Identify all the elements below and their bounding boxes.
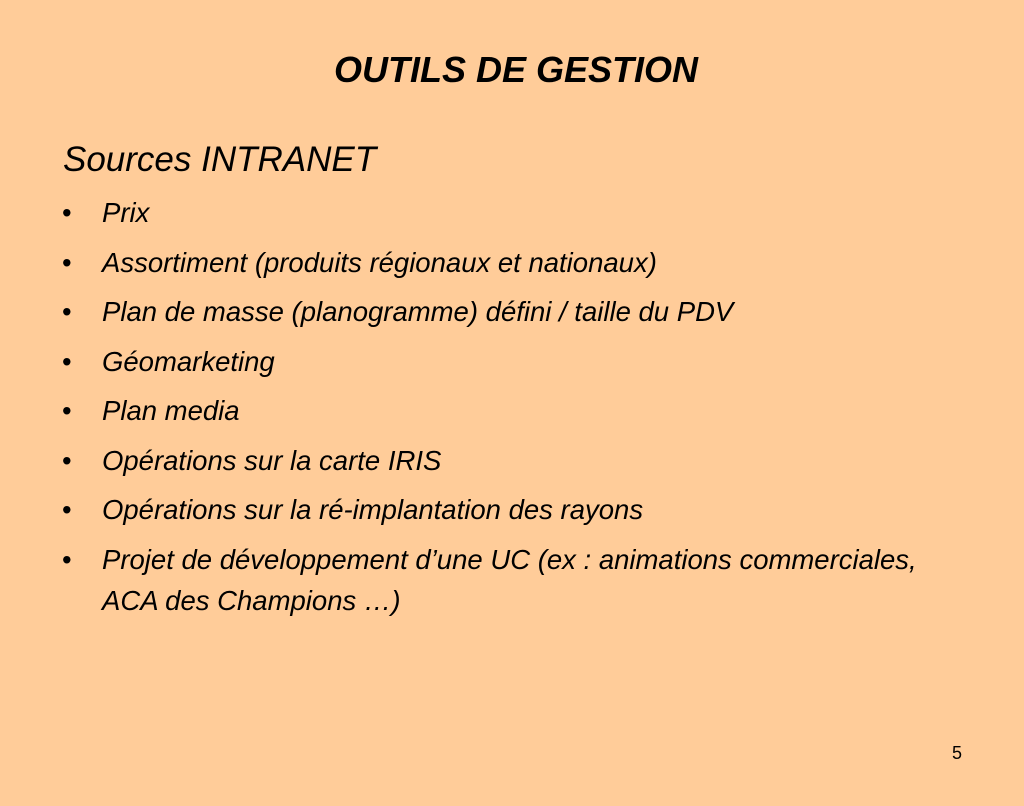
bullet-list: [62, 192, 922, 629]
slide-title: OUTILS DE GESTION: [333, 49, 699, 90]
bullet-text: Prix: [102, 197, 150, 228]
bullet-text: Opérations sur la carte IRIS: [102, 444, 442, 476]
bullet-item: [62, 489, 922, 530]
bullet-text: Projet de développement d’une UC (ex : animations commerciales, ACA des Champions …): [102, 543, 917, 616]
bullet-icon: •: [62, 494, 72, 525]
bullet-item: [62, 341, 922, 382]
slide-subtitle: Sources INTRANET: [63, 140, 377, 179]
bullet-text: Opérations sur la ré-implantation des rayons: [102, 494, 644, 525]
bullet-item: [62, 242, 922, 283]
bullet-item: [62, 539, 922, 621]
bullet-item: [62, 440, 922, 481]
bullet-icon: •: [62, 543, 72, 575]
bullet-text: Géomarketing: [102, 345, 275, 377]
bullet-icon: •: [62, 296, 72, 327]
bullet-item: [62, 390, 922, 431]
bullet-text: Plan media: [102, 395, 240, 426]
bullet-icon: •: [62, 246, 72, 278]
bullet-icon: •: [62, 444, 72, 476]
bullet-item: [62, 291, 922, 332]
bullet-item: [62, 192, 922, 233]
bullet-text: Plan de masse (planogramme) défini / taille du PDV: [102, 296, 734, 327]
bullet-icon: •: [62, 345, 72, 377]
page-number: 5: [951, 743, 962, 763]
bullet-icon: •: [62, 395, 72, 426]
bullet-text: Assortiment (produits régionaux et nationaux): [102, 246, 657, 278]
bullet-icon: •: [62, 197, 72, 228]
